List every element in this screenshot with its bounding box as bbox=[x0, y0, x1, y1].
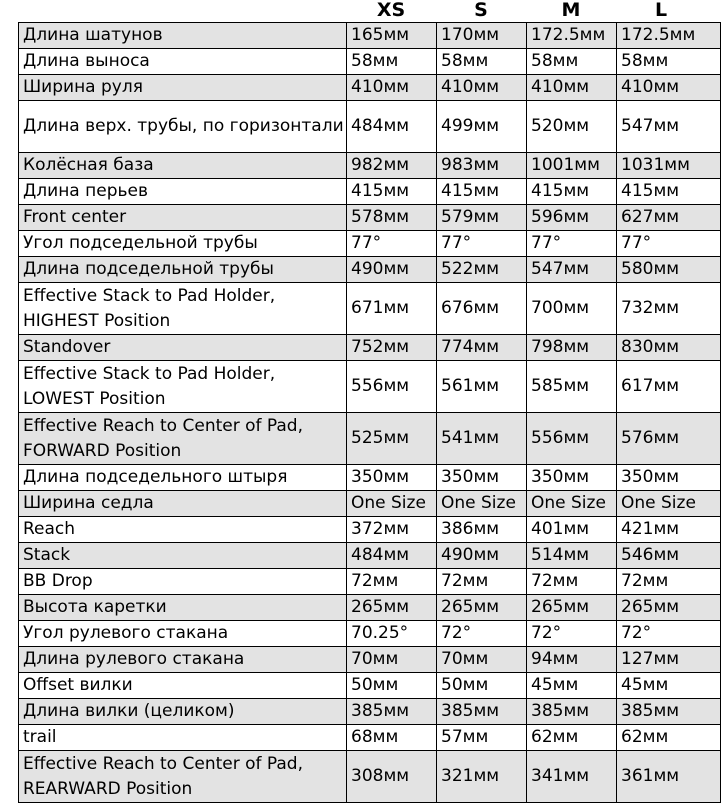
row-value: 58мм bbox=[347, 49, 437, 75]
table-row bbox=[19, 413, 721, 465]
row-value: 77° bbox=[437, 231, 527, 257]
row-value: 72мм bbox=[437, 569, 527, 595]
row-value: 580мм bbox=[617, 257, 721, 283]
table-row bbox=[19, 23, 721, 49]
row-value: 127мм bbox=[617, 647, 721, 673]
row-value: 265мм bbox=[437, 595, 527, 621]
row-value: 350мм bbox=[617, 465, 721, 491]
table-row bbox=[19, 205, 721, 231]
row-value: 579мм bbox=[437, 205, 527, 231]
row-value: 525мм bbox=[347, 413, 437, 465]
row-value: 350мм bbox=[347, 465, 437, 491]
row-label: trail bbox=[19, 725, 347, 751]
table-row bbox=[19, 101, 721, 153]
table-row bbox=[19, 647, 721, 673]
row-label: BB Drop bbox=[19, 569, 347, 595]
row-value: 546мм bbox=[617, 543, 721, 569]
row-value: 50мм bbox=[437, 673, 527, 699]
row-label: Длина подседельного штыря bbox=[19, 465, 347, 491]
row-label: Длина вилки (целиком) bbox=[19, 699, 347, 725]
table-row bbox=[19, 673, 721, 699]
row-value: 401мм bbox=[527, 517, 617, 543]
table-row bbox=[19, 179, 721, 205]
row-label: Угол рулевого стакана bbox=[19, 621, 347, 647]
row-value: 385мм bbox=[347, 699, 437, 725]
table-row bbox=[19, 517, 721, 543]
table-row bbox=[19, 543, 721, 569]
row-value: 172.5мм bbox=[527, 23, 617, 49]
row-value: 617мм bbox=[617, 361, 721, 413]
row-value: 70.25° bbox=[347, 621, 437, 647]
row-value: 520мм bbox=[527, 101, 617, 153]
row-label: Длина рулевого стакана bbox=[19, 647, 347, 673]
row-value: 490мм bbox=[347, 257, 437, 283]
table-row bbox=[19, 465, 721, 491]
row-value: 541мм bbox=[437, 413, 527, 465]
row-value: 72мм bbox=[617, 569, 721, 595]
row-value: 410мм bbox=[347, 75, 437, 101]
row-value: 72мм bbox=[347, 569, 437, 595]
size-header-l: L bbox=[654, 0, 668, 21]
row-value: 499мм bbox=[437, 101, 527, 153]
row-label: Reach bbox=[19, 517, 347, 543]
row-value: 45мм bbox=[527, 673, 617, 699]
size-header-xs: XS bbox=[376, 0, 406, 21]
row-value: 561мм bbox=[437, 361, 527, 413]
table-row bbox=[19, 257, 721, 283]
row-label: Колёсная база bbox=[19, 153, 347, 179]
row-value: 385мм bbox=[617, 699, 721, 725]
row-value: 385мм bbox=[527, 699, 617, 725]
row-label: Effective Reach to Center of Pad, FORWARD Position bbox=[19, 413, 347, 465]
row-value: One Size bbox=[527, 491, 617, 517]
row-value: 484мм bbox=[347, 101, 437, 153]
row-value: 830мм bbox=[617, 335, 721, 361]
row-label: Длина перьев bbox=[19, 179, 347, 205]
row-value: 410мм bbox=[617, 75, 721, 101]
row-value: 72° bbox=[527, 621, 617, 647]
row-value: 58мм bbox=[437, 49, 527, 75]
row-value: 982мм bbox=[347, 153, 437, 179]
table-row bbox=[19, 751, 721, 803]
row-label: Длина верх. трубы, по горизонтали bbox=[19, 101, 347, 153]
row-value: 50мм bbox=[347, 673, 437, 699]
table-row bbox=[19, 283, 721, 335]
row-value: 410мм bbox=[527, 75, 617, 101]
row-value: One Size bbox=[347, 491, 437, 517]
row-value: 671мм bbox=[347, 283, 437, 335]
row-value: 576мм bbox=[617, 413, 721, 465]
row-value: 514мм bbox=[527, 543, 617, 569]
row-value: 556мм bbox=[527, 413, 617, 465]
row-value: 45мм bbox=[617, 673, 721, 699]
table-row bbox=[19, 491, 721, 517]
row-value: 77° bbox=[347, 231, 437, 257]
row-label: Ширина руля bbox=[19, 75, 347, 101]
row-value: 547мм bbox=[617, 101, 721, 153]
row-value: 386мм bbox=[437, 517, 527, 543]
table-row bbox=[19, 621, 721, 647]
row-value: 350мм bbox=[437, 465, 527, 491]
size-header bbox=[18, 0, 724, 22]
row-value: 172.5мм bbox=[617, 23, 721, 49]
row-value: 547мм bbox=[527, 257, 617, 283]
table-row bbox=[19, 75, 721, 101]
row-value: 350мм bbox=[527, 465, 617, 491]
row-value: 421мм bbox=[617, 517, 721, 543]
row-value: 585мм bbox=[527, 361, 617, 413]
row-value: 321мм bbox=[437, 751, 527, 803]
row-value: 578мм bbox=[347, 205, 437, 231]
row-value: 72мм bbox=[527, 569, 617, 595]
row-value: 170мм bbox=[437, 23, 527, 49]
row-label: Effective Reach to Center of Pad, REARWARD Position bbox=[19, 751, 347, 803]
row-value: 68мм bbox=[347, 725, 437, 751]
row-value: 676мм bbox=[437, 283, 527, 335]
row-value: 522мм bbox=[437, 257, 527, 283]
row-value: 1031мм bbox=[617, 153, 721, 179]
row-value: 72° bbox=[617, 621, 721, 647]
row-value: 385мм bbox=[437, 699, 527, 725]
row-value: 798мм bbox=[527, 335, 617, 361]
geometry-table-body bbox=[19, 23, 721, 803]
row-value: 596мм bbox=[527, 205, 617, 231]
row-value: 62мм bbox=[617, 725, 721, 751]
row-value: 774мм bbox=[437, 335, 527, 361]
row-value: 58мм bbox=[527, 49, 617, 75]
row-value: 415мм bbox=[347, 179, 437, 205]
row-value: 556мм bbox=[347, 361, 437, 413]
table-row bbox=[19, 361, 721, 413]
row-value: 77° bbox=[527, 231, 617, 257]
row-value: 1001мм bbox=[527, 153, 617, 179]
row-value: 70мм bbox=[437, 647, 527, 673]
geometry-table bbox=[18, 22, 721, 803]
row-value: 58мм bbox=[617, 49, 721, 75]
table-row bbox=[19, 49, 721, 75]
row-value: 415мм bbox=[617, 179, 721, 205]
row-value: 732мм bbox=[617, 283, 721, 335]
row-value: 484мм bbox=[347, 543, 437, 569]
row-label: Effective Stack to Pad Holder, HIGHEST Position bbox=[19, 283, 347, 335]
row-label: Длина шатунов bbox=[19, 23, 347, 49]
row-value: 700мм bbox=[527, 283, 617, 335]
table-row bbox=[19, 595, 721, 621]
table-row bbox=[19, 335, 721, 361]
row-value: 57мм bbox=[437, 725, 527, 751]
table-row bbox=[19, 569, 721, 595]
row-label: Effective Stack to Pad Holder, LOWEST Position bbox=[19, 361, 347, 413]
row-value: 72° bbox=[437, 621, 527, 647]
row-label: Ширина седла bbox=[19, 491, 347, 517]
row-value: 415мм bbox=[527, 179, 617, 205]
row-value: 265мм bbox=[347, 595, 437, 621]
row-value: One Size bbox=[617, 491, 721, 517]
table-row bbox=[19, 231, 721, 257]
row-value: 627мм bbox=[617, 205, 721, 231]
row-value: 94мм bbox=[527, 647, 617, 673]
row-label: Stack bbox=[19, 543, 347, 569]
row-value: 165мм bbox=[347, 23, 437, 49]
row-value: One Size bbox=[437, 491, 527, 517]
row-value: 410мм bbox=[437, 75, 527, 101]
row-value: 265мм bbox=[527, 595, 617, 621]
row-label: Угол подседельной трубы bbox=[19, 231, 347, 257]
table-row bbox=[19, 153, 721, 179]
size-header-m: M bbox=[561, 0, 581, 21]
row-value: 77° bbox=[617, 231, 721, 257]
table-row bbox=[19, 725, 721, 751]
size-header-s: S bbox=[474, 0, 488, 21]
row-value: 372мм bbox=[347, 517, 437, 543]
row-value: 341мм bbox=[527, 751, 617, 803]
row-value: 265мм bbox=[617, 595, 721, 621]
row-label: Standover bbox=[19, 335, 347, 361]
row-label: Длина выноса bbox=[19, 49, 347, 75]
row-value: 415мм bbox=[437, 179, 527, 205]
row-label: Длина подседельной трубы bbox=[19, 257, 347, 283]
row-value: 361мм bbox=[617, 751, 721, 803]
row-label: Offset вилки bbox=[19, 673, 347, 699]
row-value: 70мм bbox=[347, 647, 437, 673]
table-row bbox=[19, 699, 721, 725]
row-value: 308мм bbox=[347, 751, 437, 803]
row-label: Высота каретки bbox=[19, 595, 347, 621]
row-label: Front center bbox=[19, 205, 347, 231]
row-value: 752мм bbox=[347, 335, 437, 361]
row-value: 983мм bbox=[437, 153, 527, 179]
row-value: 490мм bbox=[437, 543, 527, 569]
row-value: 62мм bbox=[527, 725, 617, 751]
